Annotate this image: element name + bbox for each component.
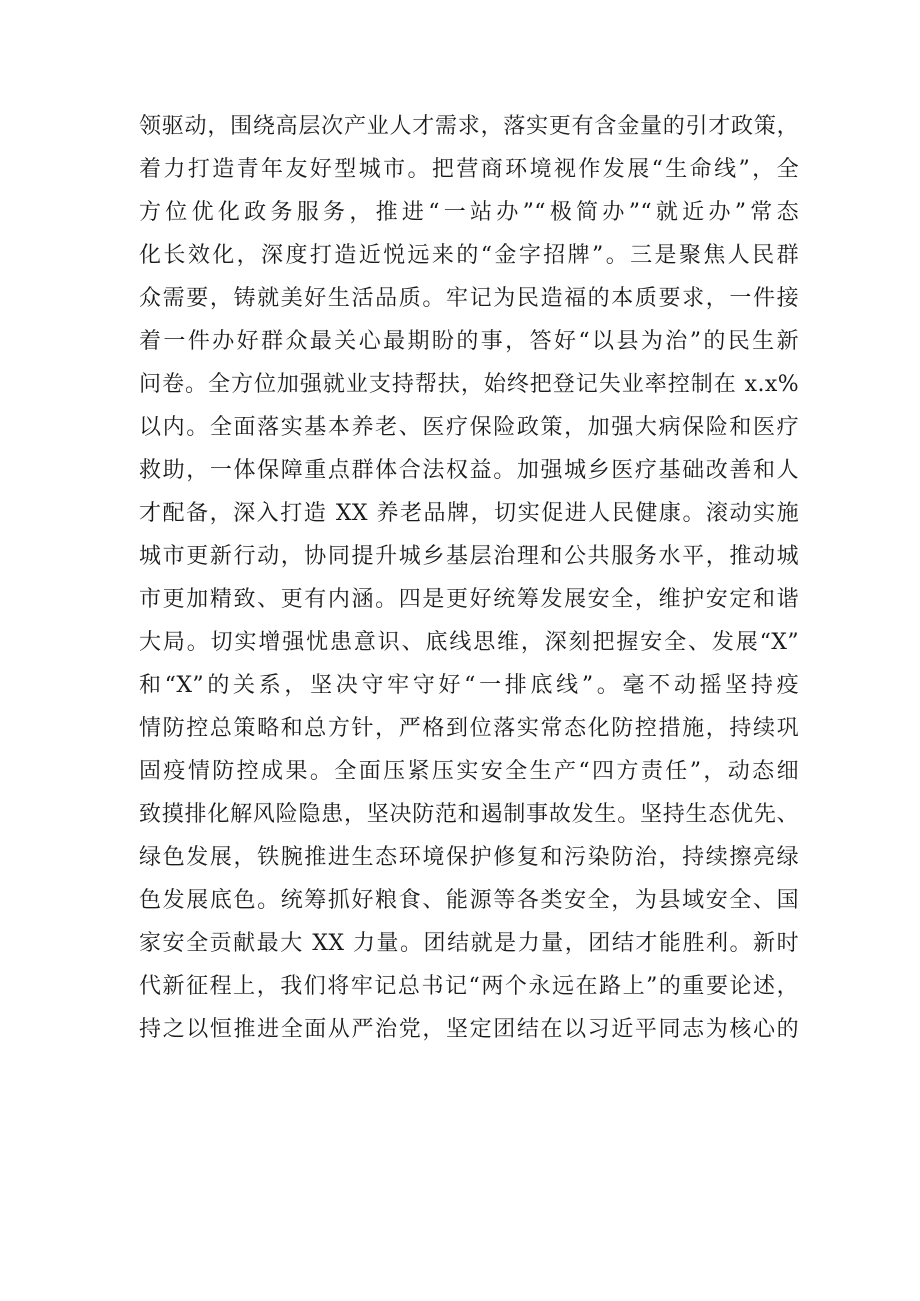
text-line: 家安全贡献最大 XX 力量。团结就是力量，团结才能胜利。新时 bbox=[139, 931, 799, 956]
text-line: 问卷。全方位加强就业支持帮扶，始终把登记失业率控制在 x.x% bbox=[139, 372, 799, 397]
text-line: 情防控总策略和总方针，严格到位落实常态化防控措施，持续巩 bbox=[139, 716, 799, 741]
text-line: 大局。切实增强忧患意识、底线思维，深刻把握安全、发展“X” bbox=[139, 630, 799, 655]
text-line: 以内。全面落实基本养老、医疗保险政策，加强大病保险和医疗 bbox=[139, 415, 799, 440]
text-line: 致摸排化解风险隐患，坚决防范和遏制事故发生。坚持生态优先、 bbox=[139, 802, 799, 827]
text-line: 方位优化政务服务，推进“一站办”“极简办”“就近办”常态 bbox=[139, 200, 799, 225]
text-line: 绿色发展，铁腕推进生态环境保护修复和污染防治，持续擦亮绿 bbox=[139, 845, 799, 870]
text-line: 领驱动，围绕高层次产业人才需求，落实更有含金量的引才政策， bbox=[139, 114, 799, 139]
body-paragraph bbox=[139, 105, 799, 1051]
text-line: 和“X”的关系，坚决守牢守好“一排底线”。毫不动摇坚持疫 bbox=[139, 673, 799, 698]
text-line: 才配备，深入打造 XX 养老品牌，切实促进人民健康。滚动实施 bbox=[139, 501, 799, 526]
text-line: 救助，一体保障重点群体合法权益。加强城乡医疗基础改善和人 bbox=[139, 458, 799, 483]
text-line: 着一件办好群众最关心最期盼的事，答好“以县为治”的民生新 bbox=[139, 329, 799, 354]
text-line: 持之以恒推进全面从严治党，坚定团结在以习近平同志为核心的 bbox=[139, 1017, 799, 1042]
text-line: 市更加精致、更有内涵。四是更好统筹发展安全，维护安定和谐 bbox=[139, 587, 799, 612]
text-line: 着力打造青年友好型城市。把营商环境视作发展“生命线”，全 bbox=[139, 157, 799, 182]
text-line: 众需要，铸就美好生活品质。牢记为民造福的本质要求，一件接 bbox=[139, 286, 799, 311]
text-line: 代新征程上，我们将牢记总书记“两个永远在路上”的重要论述， bbox=[139, 974, 799, 999]
text-line: 固疫情防控成果。全面压紧压实安全生产“四方责任”，动态细 bbox=[139, 759, 799, 784]
text-line: 城市更新行动，协同提升城乡基层治理和公共服务水平，推动城 bbox=[139, 544, 799, 569]
text-line: 色发展底色。统筹抓好粮食、能源等各类安全，为县域安全、国 bbox=[139, 888, 799, 913]
text-line: 化长效化，深度打造近悦远来的“金字招牌”。三是聚焦人民群 bbox=[139, 243, 799, 268]
